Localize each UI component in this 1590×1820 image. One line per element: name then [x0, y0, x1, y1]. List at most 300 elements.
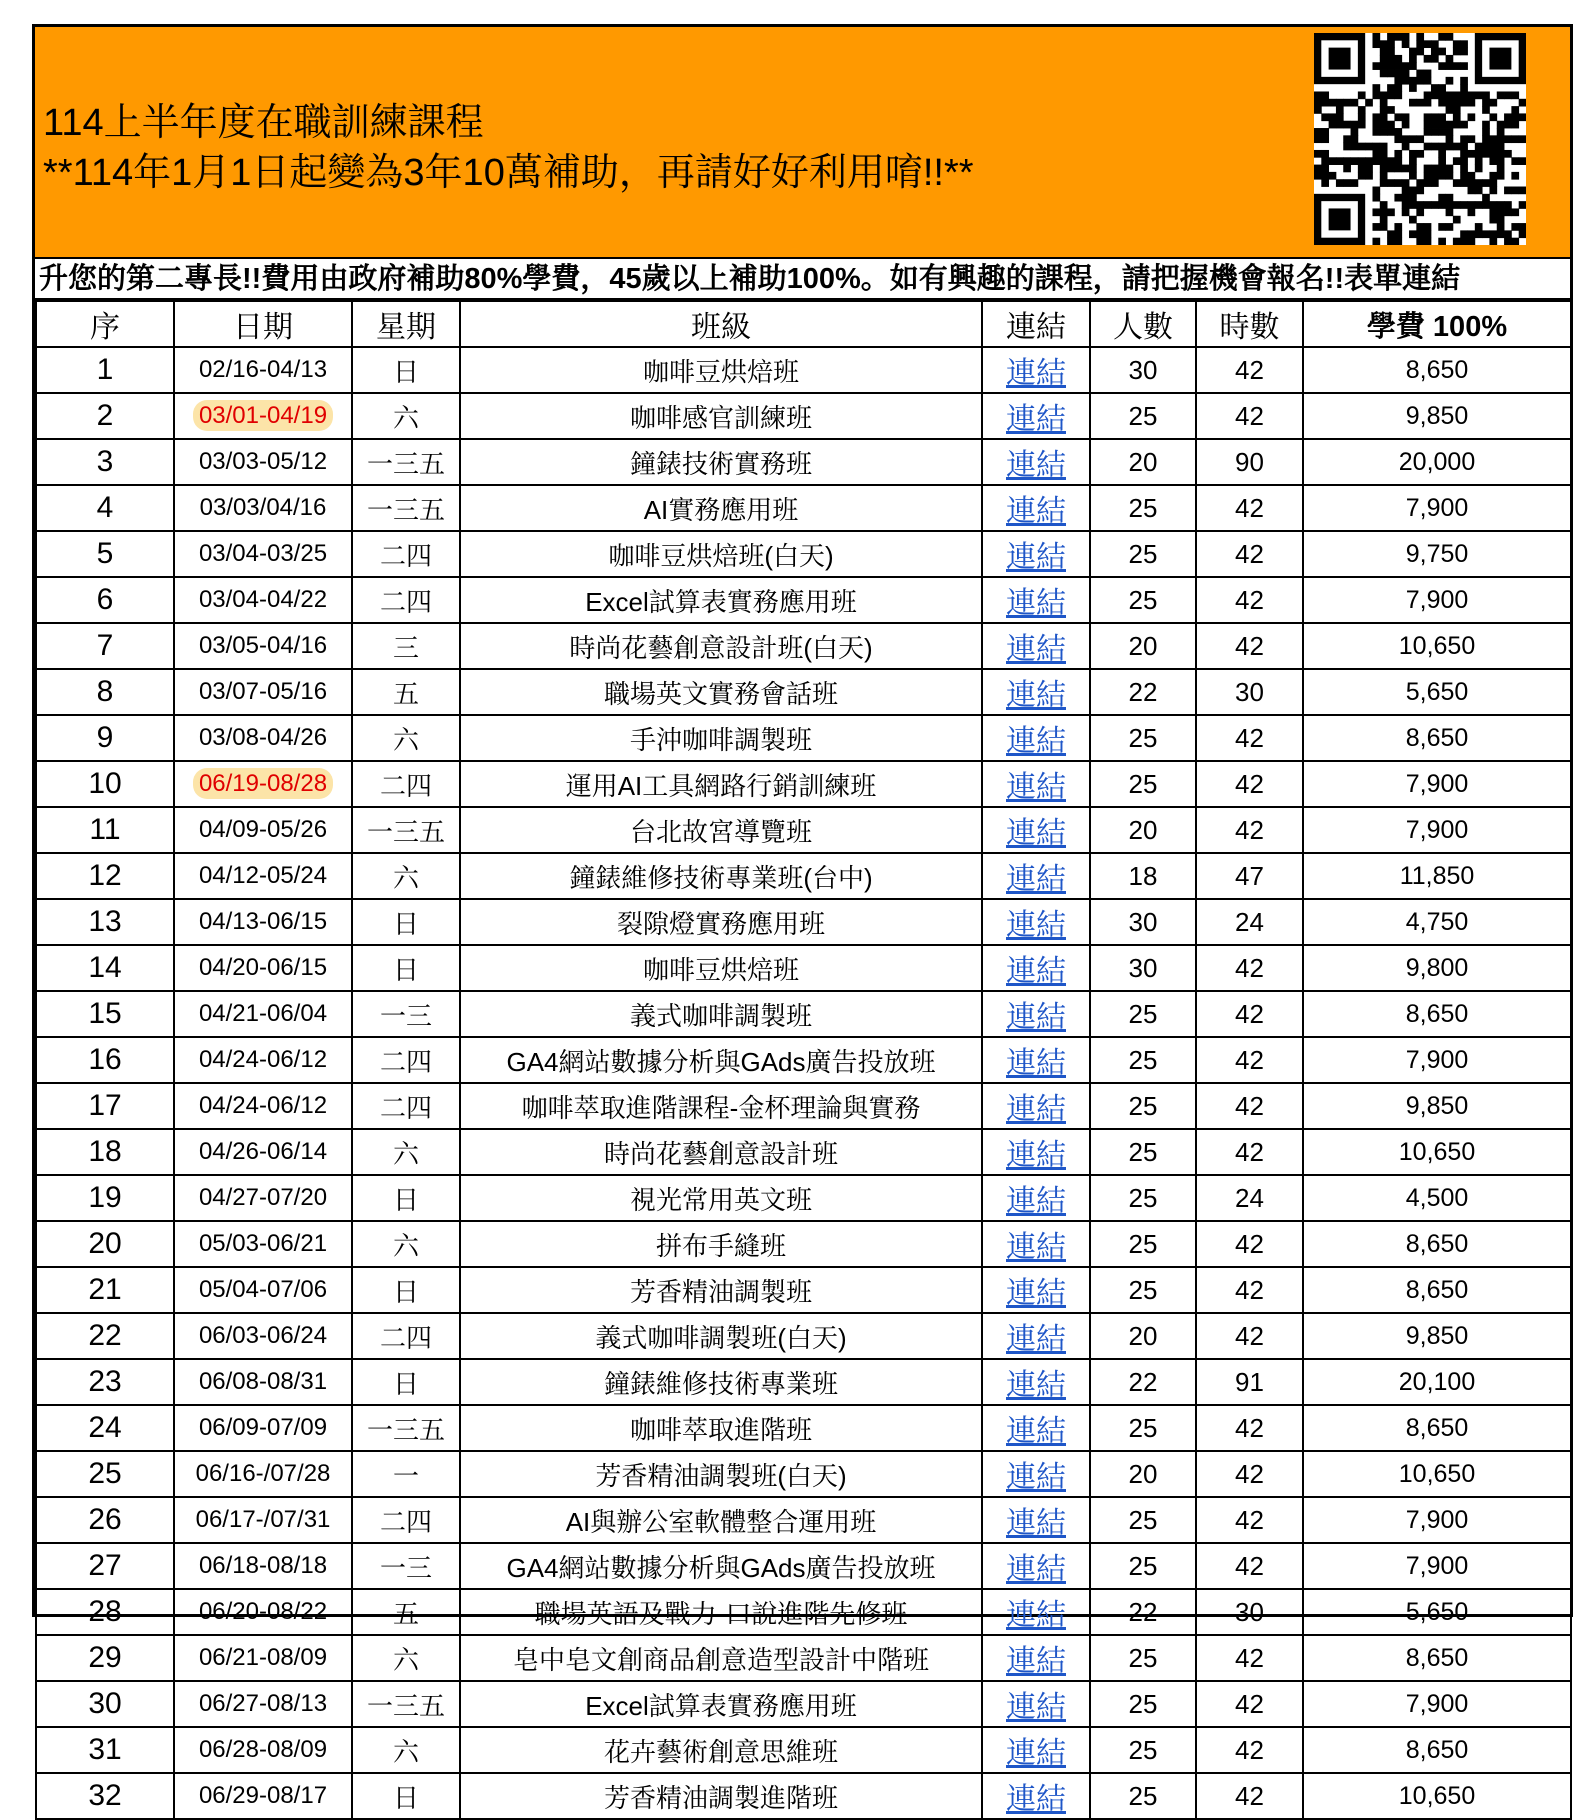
course-table: [35, 300, 1572, 1820]
row-index: 9: [36, 715, 174, 761]
row-date: [174, 1221, 352, 1267]
row-people: 25: [1090, 1635, 1196, 1681]
row-date-text: 04/26-06/14: [198, 1138, 328, 1165]
row-class-name: 時尚花藝創意設計班(白天): [460, 623, 982, 669]
row-date: [174, 393, 352, 439]
row-index: 13: [36, 899, 174, 945]
row-date-text: 04/21-06/04: [198, 1000, 328, 1027]
row-date-text: 06/16-/07/28: [195, 1460, 331, 1487]
row-date-text: 03/03-05/12: [198, 448, 328, 475]
row-date-text: 03/04-03/25: [198, 540, 328, 567]
row-fee: 7,900: [1303, 1543, 1571, 1589]
row-link-cell: [982, 1359, 1090, 1405]
row-link-cell: [982, 1451, 1090, 1497]
row-date-text: 06/21-08/09: [198, 1644, 328, 1671]
row-class-name: 咖啡豆烘焙班: [460, 945, 982, 991]
row-class-name: 職場英語及戰力-口說進階先修班: [460, 1589, 982, 1635]
table-row: [36, 1037, 1571, 1083]
row-weekday: 二四: [352, 761, 460, 807]
row-class-name: 芳香精油調製班: [460, 1267, 982, 1313]
row-hours: 42: [1196, 1497, 1303, 1543]
row-weekday: 三: [352, 623, 460, 669]
row-fee: 4,500: [1303, 1175, 1571, 1221]
row-date-text: 04/12-05/24: [198, 862, 328, 889]
row-people: 20: [1090, 1451, 1196, 1497]
row-weekday: 六: [352, 1727, 460, 1773]
row-fee: 7,900: [1303, 1681, 1571, 1727]
row-link-cell: [982, 393, 1090, 439]
row-index: 16: [36, 1037, 174, 1083]
row-weekday: 日: [352, 899, 460, 945]
row-weekday: 六: [352, 1635, 460, 1681]
table-row: [36, 1451, 1571, 1497]
row-hours: 24: [1196, 1175, 1303, 1221]
row-class-name: 芳香精油調製進階班: [460, 1773, 982, 1819]
row-fee: 8,650: [1303, 1221, 1571, 1267]
row-hours: 42: [1196, 1543, 1303, 1589]
row-link-cell: [982, 1129, 1090, 1175]
row-link-cell: [982, 1727, 1090, 1773]
row-link-cell: [982, 1175, 1090, 1221]
row-date: [174, 1129, 352, 1175]
table-row: [36, 485, 1571, 531]
row-hours: 30: [1196, 1589, 1303, 1635]
row-weekday: 日: [352, 1773, 460, 1819]
row-index: 8: [36, 669, 174, 715]
page-title: 114上半年度在職訓練課程: [43, 102, 484, 144]
row-class-name: 視光常用英文班: [460, 1175, 982, 1221]
row-link-cell: [982, 1773, 1090, 1819]
header-banner: [35, 27, 1570, 257]
row-weekday: 二四: [352, 1497, 460, 1543]
row-index: 17: [36, 1083, 174, 1129]
row-link-cell: [982, 1543, 1090, 1589]
row-people: 25: [1090, 1175, 1196, 1221]
table-row: [36, 1221, 1571, 1267]
row-date-text: 04/20-06/15: [198, 954, 328, 981]
row-date-text: 06/19-08/28: [193, 768, 333, 799]
row-date: [174, 1681, 352, 1727]
row-index: 21: [36, 1267, 174, 1313]
row-index: 24: [36, 1405, 174, 1451]
row-index: 27: [36, 1543, 174, 1589]
row-link-cell: [982, 1635, 1090, 1681]
row-date: [174, 1405, 352, 1451]
row-date-text: 06/09-07/09: [198, 1414, 328, 1441]
row-link[interactable]: 連結: [1006, 1369, 1066, 1402]
row-hours: 42: [1196, 623, 1303, 669]
row-hours: 42: [1196, 1681, 1303, 1727]
row-link[interactable]: 連結: [1006, 403, 1066, 436]
table-row: [36, 1727, 1571, 1773]
row-date-text: 02/16-04/13: [198, 356, 328, 383]
row-people: 25: [1090, 1773, 1196, 1819]
row-hours: 42: [1196, 347, 1303, 393]
row-fee: 20,100: [1303, 1359, 1571, 1405]
row-class-name: 義式咖啡調製班: [460, 991, 982, 1037]
row-people: 20: [1090, 807, 1196, 853]
row-link[interactable]: 連結: [1006, 863, 1066, 896]
table-row: [36, 1129, 1571, 1175]
table-row: [36, 991, 1571, 1037]
row-fee: 8,650: [1303, 1267, 1571, 1313]
row-index: 11: [36, 807, 174, 853]
row-link[interactable]: 連結: [1006, 1599, 1066, 1632]
table-row: [36, 1497, 1571, 1543]
row-people: 25: [1090, 1681, 1196, 1727]
table-row: [36, 1313, 1571, 1359]
row-date: [174, 715, 352, 761]
row-weekday: 日: [352, 945, 460, 991]
row-fee: 8,650: [1303, 991, 1571, 1037]
row-link[interactable]: 連結: [1006, 633, 1066, 666]
row-date: [174, 1497, 352, 1543]
row-date-text: 04/13-06/15: [198, 908, 328, 935]
row-index: 19: [36, 1175, 174, 1221]
row-hours: 24: [1196, 899, 1303, 945]
row-hours: 47: [1196, 853, 1303, 899]
row-link-cell: [982, 439, 1090, 485]
row-class-name: 咖啡萃取進階課程-金杯理論與實務: [460, 1083, 982, 1129]
row-date-text: 04/24-06/12: [198, 1046, 328, 1073]
row-fee: 7,900: [1303, 761, 1571, 807]
row-fee: 8,650: [1303, 1727, 1571, 1773]
row-link-cell: [982, 1037, 1090, 1083]
row-index: 28: [36, 1589, 174, 1635]
table-row: [36, 715, 1571, 761]
row-link-cell: [982, 1405, 1090, 1451]
row-date-text: 03/03/04/16: [199, 494, 327, 521]
row-fee: 11,850: [1303, 853, 1571, 899]
row-hours: 42: [1196, 761, 1303, 807]
row-fee: 10,650: [1303, 1451, 1571, 1497]
row-link-cell: [982, 1681, 1090, 1727]
row-link-cell: [982, 991, 1090, 1037]
row-link[interactable]: 連結: [1006, 909, 1066, 942]
course-sheet: [32, 24, 1573, 1816]
row-index: 4: [36, 485, 174, 531]
row-fee: 10,650: [1303, 1129, 1571, 1175]
table-row: [36, 393, 1571, 439]
row-date-text: 04/24-06/12: [198, 1092, 328, 1119]
row-date: [174, 761, 352, 807]
row-date: [174, 1451, 352, 1497]
row-date-text: 06/29-08/17: [198, 1782, 328, 1809]
row-class-name: 咖啡豆烘焙班(白天): [460, 531, 982, 577]
row-fee: 9,750: [1303, 531, 1571, 577]
row-index: 18: [36, 1129, 174, 1175]
row-link-cell: [982, 1083, 1090, 1129]
row-link[interactable]: 連結: [1006, 1231, 1066, 1264]
row-hours: 42: [1196, 945, 1303, 991]
row-hours: 42: [1196, 1727, 1303, 1773]
header-link: 連結: [982, 301, 1090, 347]
row-link-cell: [982, 531, 1090, 577]
row-hours: 42: [1196, 715, 1303, 761]
row-people: 25: [1090, 531, 1196, 577]
row-weekday: 日: [352, 1267, 460, 1313]
row-class-name: 台北故宮導覽班: [460, 807, 982, 853]
header-index: 序: [36, 301, 174, 347]
row-people: 18: [1090, 853, 1196, 899]
row-people: 20: [1090, 1313, 1196, 1359]
page-subtitle: **114年1月1日起變為3年10萬補助，再請好好利用唷!!**: [43, 152, 974, 194]
row-weekday: 一三五: [352, 1681, 460, 1727]
row-date: [174, 853, 352, 899]
row-class-name: GA4網站數據分析與GAds廣告投放班: [460, 1037, 982, 1083]
row-index: 3: [36, 439, 174, 485]
row-date-text: 04/27-07/20: [198, 1184, 328, 1211]
row-fee: 8,650: [1303, 715, 1571, 761]
row-people: 30: [1090, 945, 1196, 991]
row-hours: 42: [1196, 1083, 1303, 1129]
row-link-cell: [982, 807, 1090, 853]
row-class-name: 芳香精油調製班(白天): [460, 1451, 982, 1497]
row-fee: 20,000: [1303, 439, 1571, 485]
row-date: [174, 945, 352, 991]
row-date: [174, 485, 352, 531]
row-class-name: 職場英文實務會話班: [460, 669, 982, 715]
row-date: [174, 1083, 352, 1129]
row-link[interactable]: 連結: [1006, 1553, 1066, 1586]
row-link-cell: [982, 577, 1090, 623]
row-date: [174, 807, 352, 853]
row-class-name: GA4網站數據分析與GAds廣告投放班: [460, 1543, 982, 1589]
row-link-cell: [982, 623, 1090, 669]
row-link-cell: [982, 669, 1090, 715]
row-index: 20: [36, 1221, 174, 1267]
row-people: 25: [1090, 485, 1196, 531]
row-date: [174, 1543, 352, 1589]
row-hours: 42: [1196, 393, 1303, 439]
row-weekday: 二四: [352, 531, 460, 577]
row-index: 2: [36, 393, 174, 439]
row-class-name: 鐘錶技術實務班: [460, 439, 982, 485]
row-index: 29: [36, 1635, 174, 1681]
row-weekday: 一三五: [352, 807, 460, 853]
row-fee: 5,650: [1303, 669, 1571, 715]
row-link[interactable]: 連結: [1006, 1507, 1066, 1540]
row-index: 1: [36, 347, 174, 393]
table-row: [36, 853, 1571, 899]
row-link-cell: [982, 1313, 1090, 1359]
row-link[interactable]: 連結: [1006, 1323, 1066, 1356]
row-hours: 42: [1196, 1267, 1303, 1313]
header-fee: 學費 100%: [1303, 301, 1571, 347]
row-people: 25: [1090, 1221, 1196, 1267]
table-row: [36, 1359, 1571, 1405]
row-link[interactable]: 連結: [1006, 1001, 1066, 1034]
row-fee: 7,900: [1303, 1037, 1571, 1083]
row-link-cell: [982, 715, 1090, 761]
row-hours: 42: [1196, 577, 1303, 623]
row-link[interactable]: 連結: [1006, 1093, 1066, 1126]
row-link[interactable]: 連結: [1006, 1139, 1066, 1172]
row-date: [174, 1773, 352, 1819]
row-class-name: 咖啡豆烘焙班: [460, 347, 982, 393]
row-class-name: 裂隙燈實務應用班: [460, 899, 982, 945]
row-date: [174, 1037, 352, 1083]
row-hours: 42: [1196, 1405, 1303, 1451]
table-header-row: [36, 301, 1571, 347]
row-date-text: 05/03-06/21: [198, 1230, 328, 1257]
row-weekday: 二四: [352, 1083, 460, 1129]
row-hours: 42: [1196, 485, 1303, 531]
table-row: [36, 1681, 1571, 1727]
row-people: 25: [1090, 715, 1196, 761]
row-link[interactable]: 連結: [1006, 1277, 1066, 1310]
row-weekday: 日: [352, 347, 460, 393]
row-fee: 7,900: [1303, 807, 1571, 853]
row-index: 5: [36, 531, 174, 577]
row-hours: 42: [1196, 1313, 1303, 1359]
row-link[interactable]: 連結: [1006, 1737, 1066, 1770]
row-fee: 8,650: [1303, 1635, 1571, 1681]
row-date: [174, 1267, 352, 1313]
row-link-cell: [982, 1589, 1090, 1635]
row-weekday: 一: [352, 1451, 460, 1497]
row-date-text: 05/04-07/06: [198, 1276, 328, 1303]
row-link-cell: [982, 899, 1090, 945]
row-date-text: 06/08-08/31: [198, 1368, 328, 1395]
row-fee: 8,650: [1303, 347, 1571, 393]
row-link-cell: [982, 1497, 1090, 1543]
row-hours: 42: [1196, 531, 1303, 577]
row-link[interactable]: 連結: [1006, 1047, 1066, 1080]
table-row: [36, 623, 1571, 669]
row-people: 25: [1090, 1727, 1196, 1773]
row-weekday: 六: [352, 853, 460, 899]
row-link[interactable]: 連結: [1006, 357, 1066, 390]
row-index: 10: [36, 761, 174, 807]
row-link[interactable]: 連結: [1006, 817, 1066, 850]
row-hours: 42: [1196, 1129, 1303, 1175]
row-date-text: 03/01-04/19: [193, 400, 333, 431]
row-fee: 7,900: [1303, 577, 1571, 623]
row-date: [174, 347, 352, 393]
row-index: 26: [36, 1497, 174, 1543]
row-date-text: 06/18-08/18: [198, 1552, 328, 1579]
table-row: [36, 1543, 1571, 1589]
row-date-text: 06/28-08/09: [198, 1736, 328, 1763]
row-date: [174, 623, 352, 669]
row-link[interactable]: 連結: [1006, 1185, 1066, 1218]
row-fee: 8,650: [1303, 1405, 1571, 1451]
row-people: 25: [1090, 1543, 1196, 1589]
row-weekday: 二四: [352, 1313, 460, 1359]
header-date: 日期: [174, 301, 352, 347]
row-link[interactable]: 連結: [1006, 955, 1066, 988]
header-people: 人數: [1090, 301, 1196, 347]
table-row: [36, 945, 1571, 991]
row-people: 25: [1090, 1497, 1196, 1543]
row-weekday: 日: [352, 1175, 460, 1221]
row-people: 25: [1090, 1083, 1196, 1129]
row-link[interactable]: 連結: [1006, 1783, 1066, 1816]
table-row: [36, 669, 1571, 715]
row-class-name: 花卉藝術創意思維班: [460, 1727, 982, 1773]
row-class-name: 鐘錶維修技術專業班(台中): [460, 853, 982, 899]
row-date-text: 03/07-05/16: [198, 678, 328, 705]
row-fee: 7,900: [1303, 485, 1571, 531]
intro-text: 升您的第二專長!!費用由政府補助80%學費，45歲以上補助100%。如有興趣的課程，請把握機會報名!!表單連結: [35, 257, 1570, 300]
row-weekday: 六: [352, 1221, 460, 1267]
row-link[interactable]: 連結: [1006, 679, 1066, 712]
row-fee: 9,850: [1303, 1083, 1571, 1129]
row-people: 22: [1090, 669, 1196, 715]
row-weekday: 六: [352, 393, 460, 439]
table-row: [36, 439, 1571, 485]
row-date: [174, 1589, 352, 1635]
row-link[interactable]: 連結: [1006, 495, 1066, 528]
row-people: 25: [1090, 991, 1196, 1037]
row-fee: 9,850: [1303, 393, 1571, 439]
header-class: 班級: [460, 301, 982, 347]
row-date: [174, 1635, 352, 1681]
row-hours: 42: [1196, 807, 1303, 853]
table-row: [36, 1083, 1571, 1129]
row-link[interactable]: 連結: [1006, 1645, 1066, 1678]
row-people: 20: [1090, 623, 1196, 669]
row-date-text: 03/04-04/22: [198, 586, 328, 613]
row-date-text: 06/20-08/22: [198, 1598, 328, 1625]
table-row: [36, 1773, 1571, 1819]
row-class-name: 皂中皂文創商品創意造型設計中階班: [460, 1635, 982, 1681]
row-class-name: 義式咖啡調製班(白天): [460, 1313, 982, 1359]
row-date: [174, 1175, 352, 1221]
header-hours: 時數: [1196, 301, 1303, 347]
row-date: [174, 899, 352, 945]
row-link-cell: [982, 485, 1090, 531]
row-index: 15: [36, 991, 174, 1037]
row-index: 30: [36, 1681, 174, 1727]
row-link[interactable]: 連結: [1006, 449, 1066, 482]
row-weekday: 一三: [352, 1543, 460, 1589]
row-index: 14: [36, 945, 174, 991]
row-link-cell: [982, 1221, 1090, 1267]
row-fee: 9,800: [1303, 945, 1571, 991]
row-hours: 42: [1196, 991, 1303, 1037]
row-date-text: 04/09-05/26: [198, 816, 328, 843]
row-fee: 4,750: [1303, 899, 1571, 945]
row-link-cell: [982, 1267, 1090, 1313]
qr-code-icon[interactable]: [1314, 33, 1526, 245]
row-people: 25: [1090, 393, 1196, 439]
row-link[interactable]: 連結: [1006, 1461, 1066, 1494]
table-row: [36, 347, 1571, 393]
row-people: 25: [1090, 1129, 1196, 1175]
row-people: 25: [1090, 577, 1196, 623]
row-weekday: 一三五: [352, 1405, 460, 1451]
row-link[interactable]: 連結: [1006, 541, 1066, 574]
row-hours: 42: [1196, 1221, 1303, 1267]
row-date: [174, 1313, 352, 1359]
row-link[interactable]: 連結: [1006, 1415, 1066, 1448]
row-people: 30: [1090, 347, 1196, 393]
row-link[interactable]: 連結: [1006, 587, 1066, 620]
row-link[interactable]: 連結: [1006, 1691, 1066, 1724]
row-link[interactable]: 連結: [1006, 771, 1066, 804]
row-class-name: AI實務應用班: [460, 485, 982, 531]
row-link-cell: [982, 853, 1090, 899]
row-link-cell: [982, 945, 1090, 991]
row-date: [174, 991, 352, 1037]
row-link[interactable]: 連結: [1006, 725, 1066, 758]
row-class-name: 時尚花藝創意設計班: [460, 1129, 982, 1175]
row-people: 22: [1090, 1359, 1196, 1405]
table-row: [36, 761, 1571, 807]
table-row: [36, 1175, 1571, 1221]
